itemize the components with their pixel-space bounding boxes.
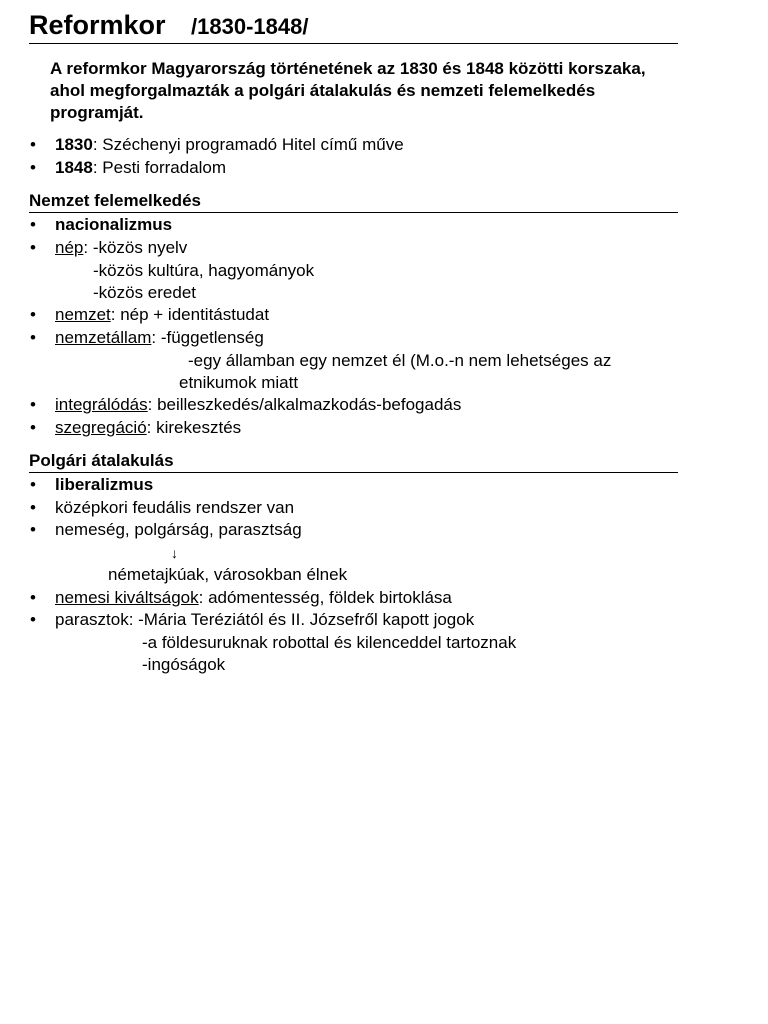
- item-kivaltsagok: [55, 587, 452, 609]
- bullet: •: [30, 305, 36, 324]
- allam-line-1: : -függetlenség: [151, 328, 264, 347]
- title-text: Reformkor: [29, 10, 166, 40]
- date-item-1848: [55, 157, 226, 179]
- bullet: •: [30, 238, 36, 257]
- bullet: •: [30, 520, 36, 539]
- paraszt-line-3: -ingóságok: [142, 655, 226, 674]
- date-year: 1830: [55, 135, 93, 154]
- item-nemzet: [55, 304, 269, 326]
- arrow-note: németajkúak, városokban élnek: [108, 565, 348, 584]
- intro-line-2: ahol megforgalmazták a polgári átalakulás és nemzeti felemelkedés: [50, 81, 596, 100]
- item-feudalis: középkori feudális rendszer van: [55, 498, 295, 517]
- bullet: •: [30, 418, 36, 437]
- term-nemzetallam: nemzetállam: [55, 328, 152, 347]
- page-title: [29, 8, 308, 44]
- item-nemzetallam: [55, 327, 264, 349]
- nemzet-text: : nép + identitástudat: [110, 305, 270, 324]
- item-integralodas: [55, 394, 461, 416]
- title-rule: [29, 43, 678, 44]
- bullet: •: [30, 215, 36, 234]
- bullet: •: [30, 135, 36, 154]
- term-kivaltsagok: nemesi kiváltságok: [55, 588, 199, 607]
- item-nep: [55, 237, 187, 259]
- down-arrow-icon: ↓: [171, 545, 178, 561]
- intro-line-3: programját.: [50, 103, 144, 122]
- nep-line-1: : -közös nyelv: [83, 238, 188, 257]
- item-tarsadalom: nemeség, polgárság, parasztság: [55, 520, 302, 539]
- term-szegregacio: szegregáció: [55, 418, 147, 437]
- allam-line-2: -egy államban egy nemzet él (M.o.-n nem lehetséges az: [188, 351, 612, 370]
- date-text: : Széchenyi programadó Hitel című műve: [92, 135, 404, 154]
- date-year: 1848: [55, 158, 93, 177]
- allam-line-3: etnikumok miatt: [179, 373, 299, 392]
- item-szegregacio: [55, 417, 241, 439]
- date-text: : Pesti forradalom: [92, 158, 227, 177]
- bullet: •: [30, 610, 36, 629]
- integ-text: : beilleszkedés/alkalmazkodás-befogadás: [147, 395, 462, 414]
- term-nemzet: nemzet: [55, 305, 111, 324]
- szeg-text: : kirekesztés: [146, 418, 242, 437]
- term-integralodas: integrálódás: [55, 395, 148, 414]
- section-heading-polgari: Polgári átalakulás: [29, 451, 174, 470]
- item-liberalizmus: liberalizmus: [55, 475, 154, 494]
- section-rule-polgari: [29, 472, 678, 473]
- date-item-1830: [55, 134, 404, 156]
- term-nep: nép: [55, 238, 84, 257]
- kivalt-text: : adómentesség, földek birtoklása: [198, 588, 452, 607]
- paraszt-line-2: -a földesuruknak robottal és kilenceddel tartoznak: [142, 633, 517, 652]
- section-heading-nemzet: Nemzet felemelkedés: [29, 191, 201, 210]
- paraszt-line-1: parasztok: -Mária Teréziától és II. Józsefről kapott jogok: [55, 610, 475, 629]
- section-rule-nemzet: [29, 212, 678, 213]
- bullet: •: [30, 328, 36, 347]
- nep-line-3: -közös eredet: [93, 283, 196, 302]
- item-nacionalizmus: nacionalizmus: [55, 215, 173, 234]
- bullet: •: [30, 475, 36, 494]
- title-period: /1830-1848/: [191, 14, 309, 39]
- bullet: •: [30, 158, 36, 177]
- nep-line-2: -közös kultúra, hagyományok: [93, 261, 315, 280]
- bullet: •: [30, 395, 36, 414]
- bullet: •: [30, 588, 36, 607]
- intro-line-1: A reformkor Magyarország történetének az 1830 és 1848 közötti korszaka,: [50, 59, 646, 78]
- bullet: •: [30, 498, 36, 517]
